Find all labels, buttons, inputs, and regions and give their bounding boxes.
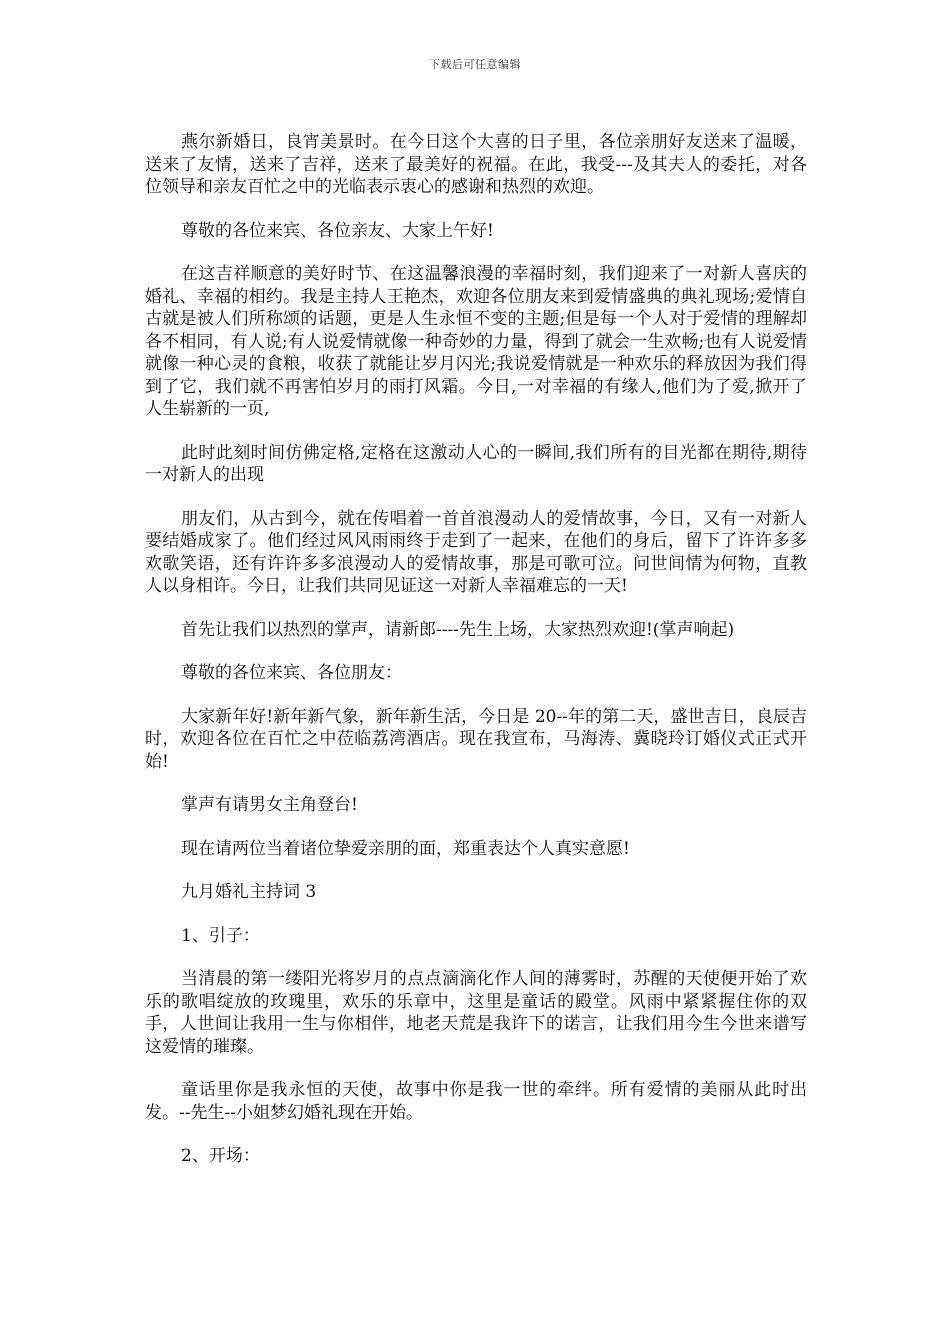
paragraph: 童话里你是我永恒的天使，故事中你是我一世的牵绊。所有爱情的美丽从此时出发。--先生--小姐梦幻婚礼现在开始。 [145, 1080, 807, 1123]
paragraph: 掌声有请男女主角登台! [181, 795, 358, 815]
paragraph: 此时此刻时间仿佛定格,定格在这激动人心的一瞬间,我们所有的目光都在期待,期待一对新人的出现 [145, 442, 807, 485]
paragraph: 大家新年好!新年新气象，新年新生活，今日是 20--年的第二天，盛世吉日，良辰吉时，欢迎各位在百忙之中莅临荔湾酒店。现在我宣布，马海涛、冀晓玲订婚仪式正式开始! [145, 706, 807, 772]
paragraph: 当清晨的第一缕阳光将岁月的点点滴滴化作人间的薄雾时，苏醒的天使便开始了欢乐的歌唱绽放的玫瑰里，欢乐的乐章中，这里是童话的殿堂。风雨中紧紧握住你的双手，人世间让我用一生与你相伴，地老天荒是我许下的诺言，让我们用今生今世来谱写这爱情的璀璨。 [145, 969, 807, 1057]
subsection-heading: 2、开场： [181, 1146, 260, 1166]
paragraph: 尊敬的各位来宾、各位亲友、大家上午好! [181, 220, 494, 241]
paragraph: 燕尔新婚日，良宵美景时。在今日这个大喜的日子里，各位亲朋好友送来了温暖，送来了友情，送来了吉祥，送来了最美好的祝福。在此，我受---及其夫人的委托，对各位领导和亲友百忙之中的光临表示衷心的感谢和热烈的欢迎。 [145, 132, 807, 197]
subsection-heading: 1、引子： [181, 925, 260, 946]
section-heading: 九月婚礼主持词 3 [181, 882, 317, 902]
paragraph: 在这吉祥顺意的美好时节、在这温馨浪漫的幸福时刻，我们迎来了一对新人喜庆的婚礼、幸福的相约。我是主持人王艳杰，欢迎各位朋友来到爱情盛典的典礼现场;爱情自古就是被人们所称颂的话题，更是人生永恒不变的主题;但是每一个人对于爱情的理解却各不相同，有人说;有人说爱情就像一种奇妙的力量，得到了就会一生欢畅;也有人说爱情就像一种心灵的食粮，收获了就能让岁月闪光;我说爱情就是一种欢乐的释放因为我们得到了它，我们就不再害怕岁月的雨打风霜。今日,一对幸福的有缘人,他们为了爱,掀开了人生崭新的一页, [145, 264, 807, 419]
document-body [145, 131, 807, 1189]
paragraph: 尊敬的各位来宾、各位朋友： [181, 663, 402, 683]
paragraph: 首先让我们以热烈的掌声，请新郎----先生上场，大家热烈欢迎!(掌声响起) [181, 619, 735, 640]
paragraph: 朋友们，从古到今，就在传唱着一首首浪漫动人的爱情故事，今日，又有一对新人要结婚成家了。他们经过风风雨雨终于走到了一起来，在他们的身后，留下了许许多多欢歌笑语，还有许许多多浪漫动人的爱情故事，那是可歌可泣。问世间情为何物，直教人以身相许。今日，让我们共同见证这一对新人幸福难忘的一天! [145, 508, 807, 596]
paragraph: 现在请两位当着诸位挚爱亲朋的面，郑重表达个人真实意愿! [181, 838, 630, 859]
page-header: 下载后可任意编辑 [429, 58, 521, 71]
